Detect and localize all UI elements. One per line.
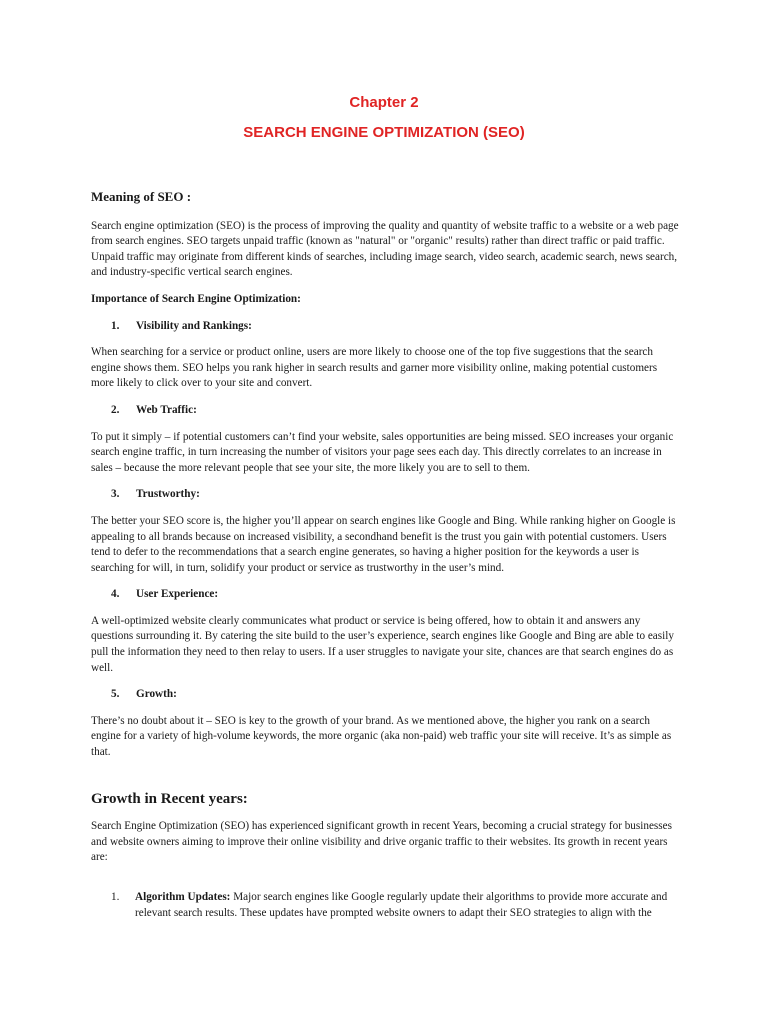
importance-item-heading xyxy=(91,687,679,703)
meaning-paragraph: Search engine optimization (SEO) is the process of improving the quality and quantity of website traffic to a website or a web page from search engines. SEO targets unpaid traffic (known as "natural" or "organic" results) rather than direct traffic or paid traffic. Unpaid traffic may originate from different kinds of searches, including image search, video search, academic search, news search, and industry-specific vertical search engines. xyxy=(91,219,679,279)
item-number: 1. xyxy=(111,319,120,332)
growth-list-item xyxy=(91,890,679,921)
item-number: 5. xyxy=(111,688,120,701)
growth-paragraph: Search Engine Optimization (SEO) has experienced significant growth in recent Years, becoming a crucial strategy for businesses and website owners aiming to improve their online visibility and drive organic traffic to their websites. Its growth in recent years are: xyxy=(91,820,672,864)
importance-item-heading xyxy=(91,487,679,503)
item-title: Growth: xyxy=(136,688,177,701)
item-number: 1. xyxy=(111,891,120,903)
item-title: Visibility and Rankings: xyxy=(136,319,252,332)
importance-item-heading xyxy=(91,319,679,335)
item-title: Trustworthy: xyxy=(136,488,200,501)
document-title: SEARCH ENGINE OPTIMIZATION (SEO) xyxy=(243,124,525,141)
growth-item-text xyxy=(135,890,679,921)
importance-item-heading xyxy=(91,403,679,419)
meaning-heading: Meaning of SEO : xyxy=(91,189,192,204)
item-number: 2. xyxy=(111,403,120,416)
importance-item-paragraph: There’s no doubt about it – SEO is key to the growth of your brand. As we mentioned above, the higher you rank on a search engine for a variety of high-volume keywords, the more organic (aka non-paid) web traffic your site will receive. It’s as simple as that. xyxy=(91,714,672,759)
importance-heading: Importance of Search Engine Optimization: xyxy=(91,292,301,305)
item-title: Algorithm Updates: xyxy=(135,891,231,903)
item-body: Major search engines like Google regularly update their algorithms to provide more accurate and relevant search results. These updates have prompted website owners to adapt their SEO strategies to align with the xyxy=(135,891,668,919)
item-number: 4. xyxy=(111,588,120,601)
importance-item-paragraph: The better your SEO score is, the higher you’ll appear on search engines like Google and Bing. While ranking higher on Google is appealing to all brands because on increased visibility, a secondhand benefit is the trust you gain with potential customers. Users tend to defer to the recommendations that a search engine generates, so having a higher position for the keywords a user is searching for will, in turn, solidify your product or service as trustworthy in the user’s mind. xyxy=(91,514,676,574)
importance-item-paragraph: When searching for a service or product online, users are more likely to choose one of the top five suggestions that the search engine shows them. SEO helps you rank higher in search results and garner more visibility online, making potential customers more likely to click over to your site and convert. xyxy=(91,346,658,390)
chapter-label: Chapter 2 xyxy=(349,94,419,111)
item-title: Web Traffic: xyxy=(136,403,197,416)
item-number: 3. xyxy=(111,488,120,501)
document-body xyxy=(91,189,679,921)
item-title: User Experience: xyxy=(136,588,219,601)
importance-item-paragraph: A well-optimized website clearly communicates what product or service is being offered, how to obtain it and answers any questions surrounding it. By catering the site build to the user’s experience, search engines like Google and Bing are able to easily pull the information they need to then relay to users. If a user struggles to navigate your site, chances are that search engines do as well. xyxy=(91,614,674,674)
importance-item-paragraph: To put it simply – if potential customers can’t find your website, sales opportunities are being missed. SEO increases your organic search engine traffic, in turn increasing the number of visitors your page sees each day. This directly correlates to an increase in sales – because the more relevant people that see your site, the more likely you are to sell to them. xyxy=(91,430,674,474)
growth-heading: Growth in Recent years: xyxy=(91,790,248,807)
importance-item-heading xyxy=(91,587,679,603)
